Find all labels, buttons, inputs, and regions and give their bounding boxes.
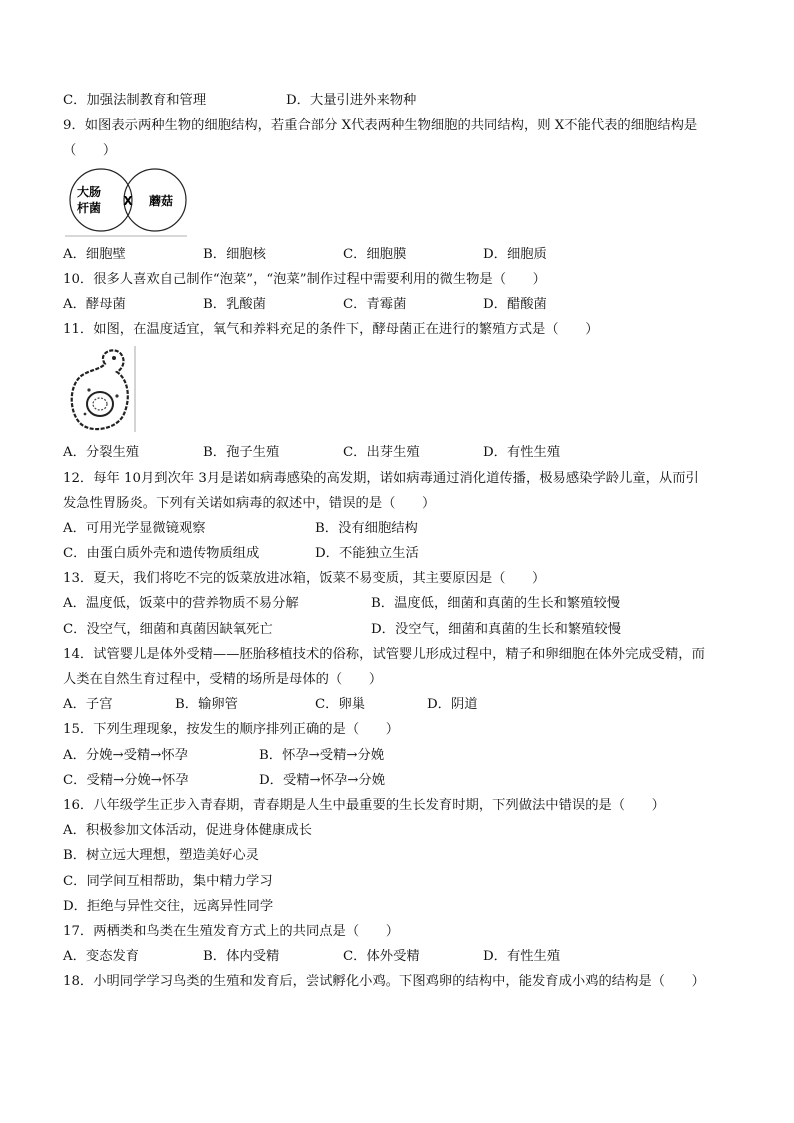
q15-option-b: B．怀孕→受精→分娩 [259, 747, 385, 763]
venn-center-label: X [123, 193, 133, 208]
q17-stem: 17．两栖类和鸟类在生殖发育方式上的共同点是（ ） [63, 923, 400, 939]
q14-option-a: A．子宫 [63, 697, 113, 713]
venn-diagram [65, 166, 189, 238]
q17-option-a: A．变态发育 [63, 949, 140, 965]
q15-stem: 15．下列生理现象，按发生的顺序排列正确的是（ ） [63, 722, 400, 738]
exam-page [63, 88, 753, 994]
q16-option-c: C．同学间互相帮助，集中精力学习 [63, 873, 273, 889]
q11-options-row [63, 440, 753, 465]
venn-left-label-2: 杆菌 [76, 200, 102, 215]
q10-option-a: A．酵母菌 [63, 296, 126, 312]
q16-option-b: B．树立远大理想，塑造美好心灵 [63, 848, 259, 864]
q10-option-b: B．乳酸菌 [203, 296, 266, 312]
q13-options-row2 [63, 617, 753, 642]
q9-options-row [63, 242, 753, 267]
q9-option-c: C．细胞膜 [343, 246, 407, 262]
q17-option-d: D．有性生殖 [483, 949, 561, 965]
q10-option-c: C．青霉菌 [343, 296, 407, 312]
q12-option-c: C．由蛋白质外壳和遗传物质组成 [63, 546, 260, 562]
q12-stem-line1: 12．每年 10月到次年 3月是诺如病毒感染的高发期，诺如病毒通过消化道传播，极易感染学龄儿童，从而引 [63, 470, 699, 486]
q9-stem-line2: （ ） [63, 143, 117, 159]
q15-option-c: C．受精→分娩→怀孕 [63, 772, 189, 788]
q17-option-b: B．体内受精 [203, 949, 280, 965]
q16-stem: 16．八年级学生正步入青春期，青春期是人生中最重要的生长发育时期，下列做法中错误的是（ ） [63, 797, 665, 813]
q15-option-d: D．受精→怀孕→分娩 [259, 772, 386, 788]
q11-option-c: C．出芽生殖 [343, 445, 420, 461]
q9-stem-line1: 9．如图表示两种生物的细胞结构，若重合部分 X代表两种生物细胞的共同结构，则 X不能代表的细胞结构是 [63, 118, 698, 134]
q12-stem-line2: 发急性胃肠炎。下列有关诺如病毒的叙述中，错误的是（ ） [63, 495, 436, 511]
q13-option-b: B．温度低，细菌和真菌的生长和繁殖较慢 [371, 596, 621, 612]
venn-left-label-1: 大肠 [76, 184, 102, 199]
q11-option-b: B．孢子生殖 [203, 445, 280, 461]
q10-option-d: D．醋酸菌 [483, 296, 547, 312]
q9-figure [63, 164, 753, 242]
q17-option-c: C．体外受精 [343, 949, 420, 965]
q12-options-row2 [63, 541, 753, 566]
q13-stem: 13．夏天，我们将吃不完的饭菜放进冰箱，饭菜不易变质，其主要原因是（ ） [63, 571, 546, 587]
q14-option-c: C．卵巢 [315, 697, 366, 713]
q13-option-c: C．没空气，细菌和真菌因缺氧死亡 [63, 621, 273, 637]
q9-option-d: D．细胞质 [483, 246, 547, 262]
q17-options-row [63, 944, 753, 969]
q9-option-a: A．细胞壁 [63, 246, 126, 262]
q8-option-d: D．大量引进外来物种 [286, 93, 417, 108]
q16-option-d: D．拒绝与异性交往，远离异性同学 [63, 898, 274, 914]
q15-options-row1 [63, 743, 753, 768]
q14-option-d: D．阴道 [427, 697, 478, 713]
q14-options-row [63, 692, 753, 717]
q8-options-row [63, 88, 753, 113]
q10-options-row [63, 292, 753, 317]
q13-options-row1 [63, 591, 753, 616]
q10-stem: 10．很多人喜欢自己制作“泡菜”，“泡菜”制作过程中需要利用的微生物是（ ） [63, 271, 546, 287]
q14-stem-line2: 人类在自然生育过程中，受精的场所是母体的（ ） [63, 672, 383, 687]
q18-stem: 18．小明同学学习鸟类的生殖和发育后，尝试孵化小鸡。下图鸡卵的结构中，能发育成小鸡的结构是（ ） [63, 974, 705, 990]
q14-stem-line1: 14．试管婴儿是体外受精——胚胎移植技术的俗称，试管婴儿形成过程中，精子和卵细胞在体外完成受精，而 [63, 646, 705, 662]
q16-option-a: A．积极参加文体活动，促进身体健康成长 [63, 823, 312, 839]
q12-options-row1 [63, 516, 753, 541]
q13-option-d: D．没空气，细菌和真菌的生长和繁殖较慢 [371, 621, 622, 637]
q14-option-b: B．输卵管 [175, 697, 238, 713]
q13-option-a: A．温度低，饭菜中的营养物质不易分解 [63, 596, 299, 612]
q11-option-d: D．有性生殖 [483, 445, 561, 461]
q15-option-a: A．分娩→受精→怀孕 [63, 747, 188, 763]
yeast-budding-illustration [67, 346, 137, 434]
q12-option-a: A．可用光学显微镜观察 [63, 520, 206, 536]
q12-option-b: B．没有细胞结构 [315, 520, 418, 536]
q11-stem: 11．如图，在温度适宜，氧气和养料充足的条件下，酵母菌正在进行的繁殖方式是（ ） [63, 322, 599, 338]
q11-option-a: A．分裂生殖 [63, 445, 140, 461]
q8-option-c: C．加强法制教育和管理 [63, 93, 207, 108]
venn-right-label: 蘑菇 [148, 193, 174, 208]
q11-figure [63, 342, 753, 440]
q12-option-d: D．不能独立生活 [315, 546, 419, 562]
q9-option-b: B．细胞核 [203, 246, 266, 262]
q15-options-row2 [63, 768, 753, 793]
